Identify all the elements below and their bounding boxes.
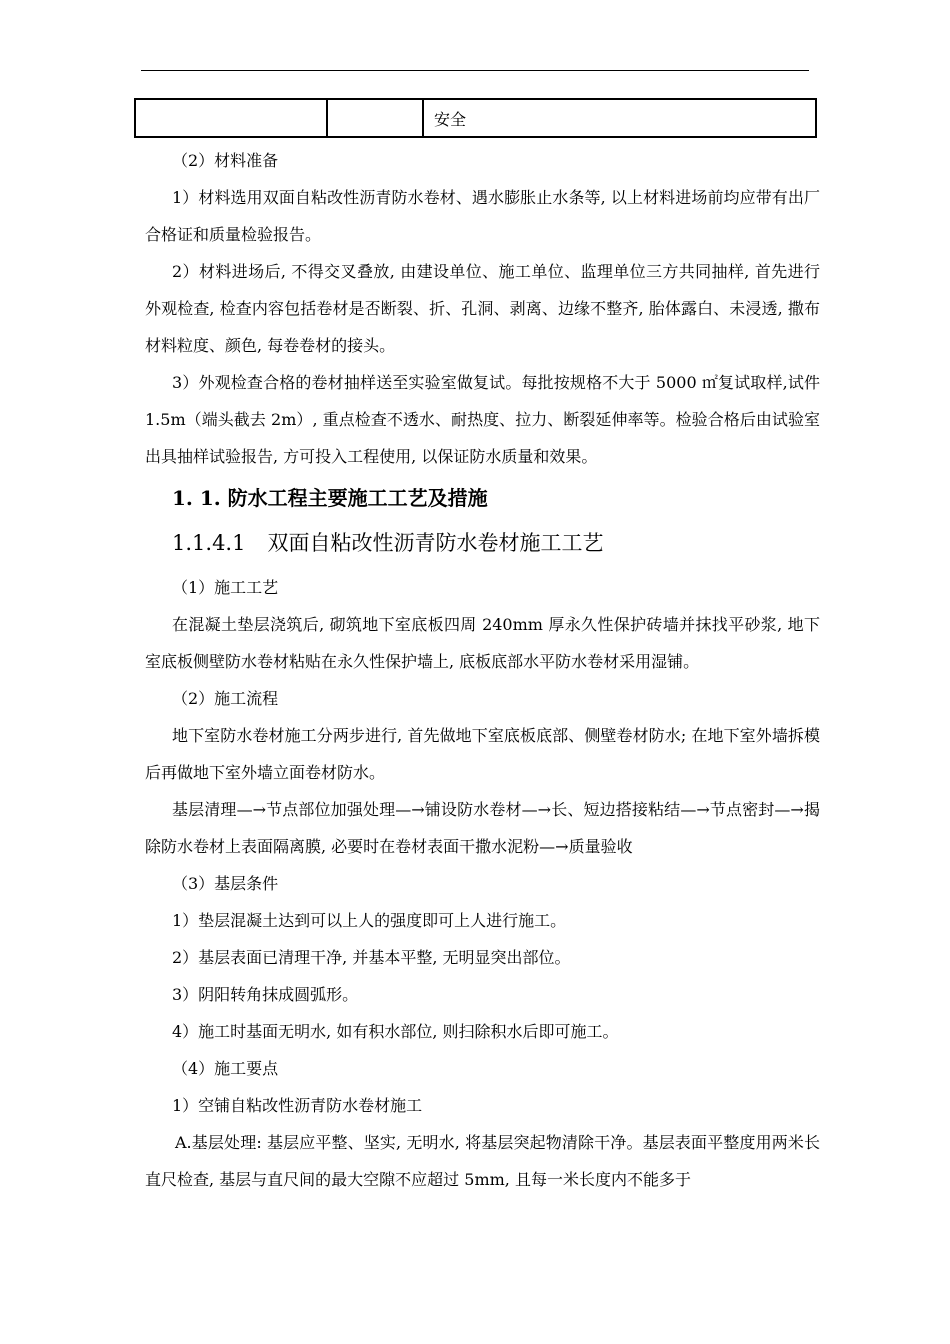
paragraph: 2）基层表面已清理干净, 并基本平整, 无明显突出部位。 — [172, 948, 571, 967]
paragraph: （4）施工要点 — [172, 1059, 279, 1078]
subsection-title: 双面自粘改性沥青防水卷材施工工艺 — [267, 531, 604, 555]
document-body — [145, 142, 820, 1198]
paragraph: 3）外观检查合格的卷材抽样送至实验室做复试。每批按规格不大于 5000 ㎡复试取样,试件 1.5m（端头截去 2m）, 重点检查不透水、耐热度、拉力、断裂延伸率等。检验合格后由试验室出具抽样试验报告, 方可投入工程使用, 以保证防水质量和效果。 — [145, 373, 820, 466]
table-row — [135, 99, 816, 137]
table-cell: 安全 — [423, 99, 816, 137]
paragraph: 4）施工时基面无明水, 如有积水部位, 则扫除积水后即可施工。 — [172, 1022, 619, 1041]
paragraph: 1）材料选用双面自粘改性沥青防水卷材、遇水膨胀止水条等, 以上材料进场前均应带有出厂合格证和质量检验报告。 — [145, 188, 820, 244]
paragraph: （3）基层条件 — [172, 874, 279, 893]
paragraph: （2）材料准备 — [172, 151, 279, 170]
paragraph: 在混凝土垫层浇筑后, 砌筑地下室底板四周 240mm 厚永久性保护砖墙并抹找平砂浆, 地下室底板侧壁防水卷材粘贴在永久性保护墙上, 底板底部水平防水卷材采用湿铺。 — [145, 615, 820, 671]
paragraph: 地下室防水卷材施工分两步进行, 首先做地下室底板底部、侧壁卷材防水; 在地下室外墙拆模后再做地下室外墙立面卷材防水。 — [145, 726, 820, 782]
section-heading: 1. 1. 防水工程主要施工工艺及措施 — [172, 486, 488, 510]
table-cell — [327, 99, 423, 137]
header-rule — [141, 70, 809, 71]
paragraph: 基层清理—→节点部位加强处理—→铺设防水卷材—→长、短边搭接粘结—→节点密封—→揭除防水卷材上表面隔离膜, 必要时在卷材表面干撒水泥粉—→质量验收 — [145, 800, 820, 856]
paragraph: 1）空铺自粘改性沥青防水卷材施工 — [172, 1096, 423, 1115]
paragraph: 2）材料进场后, 不得交叉叠放, 由建设单位、施工单位、监理单位三方共同抽样, 首先进行外观检查, 检查内容包括卷材是否断裂、折、孔洞、剥离、边缘不整齐, 胎体露白、未浸透, 撒布材料粒度、颜色, 每卷卷材的接头。 — [145, 262, 820, 355]
subsection-heading — [172, 521, 820, 565]
paragraph: A.基层处理: 基层应平整、坚实, 无明水, 将基层突起物清除干净。基层表面平整度用两米长直尺检查, 基层与直尺间的最大空隙不应超过 5mm, 且每一米长度内不能多于 — [145, 1133, 820, 1189]
paragraph: 3）阴阳转角抹成圆弧形。 — [172, 985, 359, 1004]
paragraph: 1）垫层混凝土达到可以上人的强度即可上人进行施工。 — [172, 911, 567, 930]
subsection-number: 1.1.4.1 — [172, 531, 246, 555]
paragraph: （1）施工工艺 — [172, 578, 279, 597]
table-fragment — [134, 98, 817, 138]
process-section — [145, 569, 820, 1198]
table-cell — [135, 99, 327, 137]
paragraph: （2）施工流程 — [172, 689, 279, 708]
materials-section — [145, 142, 820, 475]
